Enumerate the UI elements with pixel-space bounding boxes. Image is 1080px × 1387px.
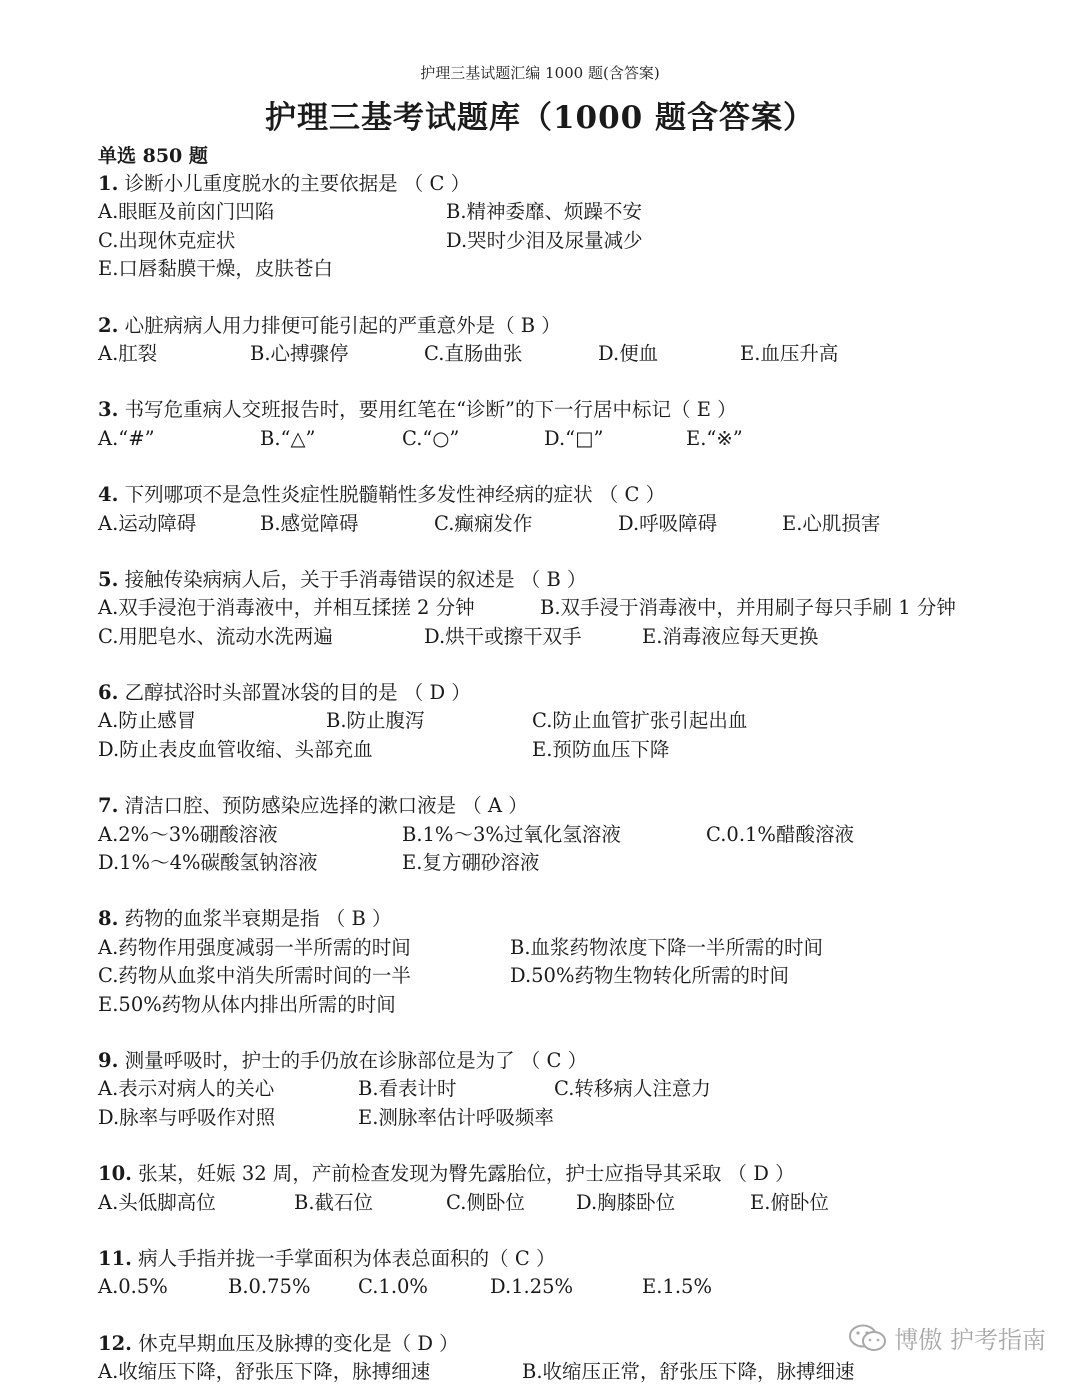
answer-option: B.防止腹泻 [326, 709, 425, 733]
question-item [98, 312, 1018, 397]
question-number: 1. [98, 172, 119, 195]
answer-option: A.收缩压下降，舒张压下降，脉搏细速 [98, 1360, 431, 1384]
answer-option: D.1%～4%碳酸氢钠溶液 [98, 851, 318, 875]
answer-option: D.胸膝卧位 [576, 1190, 676, 1214]
question-number: 7. [98, 794, 119, 818]
question-text: 书写危重病人交班报告时，要用红笔在“诊断”的下一行居中标记（ E ） [124, 398, 737, 422]
answer-option: B.心搏骤停 [250, 341, 349, 365]
answer-option: E.1.5% [642, 1275, 712, 1299]
answer-option: D.便血 [598, 341, 659, 365]
question-spacer [98, 538, 1018, 566]
option-row [98, 623, 1018, 651]
answer-option: C.药物从血浆中消失所需时间的一半 [98, 964, 411, 988]
answer-option: B.双手浸于消毒液中，并用刷子每只手刷 1 分钟 [540, 596, 956, 620]
question-stem [98, 566, 1018, 594]
option-row [98, 510, 1018, 538]
answer-option: D.“□” [544, 426, 604, 450]
question-number: 12. [98, 1331, 132, 1355]
answer-option: C.0.1%醋酸溶液 [706, 822, 854, 846]
answer-option: E.血压升高 [740, 341, 839, 365]
answer-option: D.脉率与呼吸作对照 [98, 1105, 276, 1129]
answer-option: D.50%药物生物转化所需的时间 [510, 964, 789, 988]
answer-option: B.看表计时 [358, 1077, 457, 1101]
question-item [98, 1047, 1018, 1160]
answer-option: A.双手浸泡于消毒液中，并相互揉搓 2 分钟 [98, 596, 475, 620]
section-label: 单选 850 题 [98, 145, 208, 167]
option-row [98, 962, 1018, 990]
answer-option: E.预防血压下降 [532, 737, 670, 761]
question-number: 9. [98, 1048, 119, 1072]
option-row [98, 934, 1018, 962]
answer-option: E.复方硼砂溶液 [402, 851, 540, 875]
question-spacer [98, 284, 1018, 312]
answer-option: C.转移病人注意力 [554, 1077, 711, 1101]
answer-option: D.防止表皮血管收缩、头部充血 [98, 737, 373, 761]
answer-option: C.出现休克症状 [98, 228, 236, 252]
option-row [98, 991, 1018, 1019]
answer-option: E.口唇黏膜干燥，皮肤苍白 [98, 257, 333, 281]
question-item [98, 1245, 1018, 1330]
question-stem [98, 1047, 1018, 1075]
question-spacer [98, 877, 1018, 905]
document-title: 护理三基考试题库（1000 题含答案） [264, 100, 816, 136]
wechat-icon [848, 1323, 888, 1353]
answer-option: A.肛裂 [98, 341, 158, 365]
option-row [98, 736, 1018, 764]
answer-option: E.俯卧位 [750, 1190, 829, 1214]
question-stem [98, 792, 1018, 820]
answer-option: A.2%～3%硼酸溶液 [98, 822, 278, 846]
question-item [98, 481, 1018, 566]
option-row [98, 1104, 1018, 1132]
answer-option: A.表示对病人的关心 [98, 1077, 275, 1101]
answer-option: D.1.25% [490, 1275, 574, 1299]
option-row [98, 594, 1018, 622]
option-row [98, 1075, 1018, 1103]
answer-option: E.测脉率估计呼吸频率 [358, 1105, 554, 1129]
answer-option: C.1.0% [358, 1275, 428, 1299]
answer-option: C.癫痫发作 [434, 511, 533, 535]
question-spacer [98, 1217, 1018, 1245]
question-number: 3. [98, 398, 119, 422]
answer-option: C.直肠曲张 [424, 341, 523, 365]
option-row [98, 821, 1018, 849]
question-spacer [98, 764, 1018, 792]
watermark-text: 博傲 护考指南 [894, 1326, 1046, 1354]
question-item [98, 679, 1018, 792]
option-row [98, 707, 1018, 735]
answer-option: A.0.5% [98, 1275, 168, 1299]
answer-option: D.哭时少泪及尿量减少 [446, 228, 643, 252]
answer-option: B.“△” [260, 426, 316, 450]
question-item [98, 792, 1018, 905]
question-spacer [98, 453, 1018, 481]
question-text: 药物的血浆半衰期是指 （ B ） [124, 907, 392, 931]
question-item [98, 1160, 1018, 1245]
option-row [98, 425, 1018, 453]
question-stem [98, 679, 1018, 707]
question-stem [98, 396, 1018, 424]
question-stem [98, 1160, 1018, 1188]
answer-option: B.收缩压正常，舒张压下降，脉搏细速 [522, 1360, 855, 1384]
question-number: 8. [98, 907, 119, 931]
question-stem [98, 170, 1018, 198]
answer-option: E.消毒液应每天更换 [642, 624, 819, 648]
answer-option: D.呼吸障碍 [618, 511, 718, 535]
answer-option: A.头低脚高位 [98, 1190, 216, 1214]
answer-option: A.运动障碍 [98, 511, 197, 535]
answer-option: D.烘干或擦干双手 [424, 624, 582, 648]
watermark [848, 1320, 1046, 1355]
answer-option: B.1%～3%过氧化氢溶液 [402, 822, 621, 846]
question-spacer [98, 651, 1018, 679]
option-row [98, 340, 1018, 368]
question-text: 下列哪项不是急性炎症性脱髓鞘性多发性神经病的症状 （ C ） [124, 483, 666, 507]
question-stem [98, 905, 1018, 933]
option-row [98, 198, 1018, 226]
question-item [98, 566, 1018, 679]
question-stem [98, 481, 1018, 509]
answer-option: E.50%药物从体内排出所需的时间 [98, 992, 396, 1016]
question-text: 诊断小儿重度脱水的主要依据是 （ C ） [124, 172, 471, 195]
question-number: 10. [98, 1162, 132, 1186]
question-text: 心脏病病人用力排便可能引起的严重意外是（ B ） [124, 313, 561, 337]
question-text: 休克早期血压及脉搏的变化是（ D ） [138, 1331, 459, 1355]
question-number: 6. [98, 681, 119, 705]
question-text: 测量呼吸时，护士的手仍放在诊脉部位是为了 （ C ） [124, 1048, 588, 1072]
answer-option: A.眼眶及前囟门凹陷 [98, 200, 275, 224]
option-row [98, 1358, 1018, 1386]
question-number: 11. [98, 1246, 132, 1270]
answer-option: C.用肥皂水、流动水洗两遍 [98, 624, 333, 648]
question-spacer [98, 1132, 1018, 1160]
question-spacer [98, 368, 1018, 396]
answer-option: C.侧卧位 [446, 1190, 525, 1214]
answer-option: B.精神委靡、烦躁不安 [446, 200, 643, 224]
option-row [98, 849, 1018, 877]
question-text: 病人手指并拢一手掌面积为体表总面积的（ C ） [138, 1246, 556, 1270]
answer-option: A.“#” [98, 426, 155, 450]
answer-option: A.防止感冒 [98, 709, 197, 733]
answer-option: E.心肌损害 [782, 511, 881, 535]
answer-option: B.0.75% [228, 1275, 311, 1299]
question-item [98, 396, 1018, 481]
question-stem [98, 1245, 1018, 1273]
question-stem [98, 312, 1018, 340]
answer-option: C.“○” [402, 426, 460, 450]
question-number: 5. [98, 567, 119, 591]
running-header: 护理三基试题汇编 1000 题(含答案) [420, 64, 660, 82]
question-number: 2. [98, 313, 119, 337]
question-list [98, 142, 1018, 1387]
question-text: 张某，妊娠 32 周，产前检查发现为臀先露胎位，护士应指导其采取 （ D ） [138, 1162, 795, 1186]
answer-option: E.“※” [686, 426, 743, 450]
question-number: 4. [98, 483, 119, 507]
option-row [98, 1273, 1018, 1301]
answer-option: B.截石位 [294, 1190, 374, 1214]
question-text: 乙醇拭浴时头部置冰袋的目的是 （ D ） [124, 681, 471, 705]
question-text: 接触传染病病人后，关于手消毒错误的叙述是 （ B ） [124, 567, 587, 591]
question-item [98, 905, 1018, 1047]
answer-option: B.感觉障碍 [260, 511, 359, 535]
answer-option: A.药物作用强度减弱一半所需的时间 [98, 935, 411, 959]
answer-option: C.防止血管扩张引起出血 [532, 709, 748, 733]
question-text: 清洁口腔、预防感染应选择的漱口液是 （ A ） [124, 794, 528, 818]
option-row [98, 1189, 1018, 1217]
option-row [98, 255, 1018, 283]
question-item [98, 170, 1018, 312]
question-spacer [98, 1019, 1018, 1047]
option-row [98, 227, 1018, 255]
answer-option: B.血浆药物浓度下降一半所需的时间 [510, 935, 824, 959]
